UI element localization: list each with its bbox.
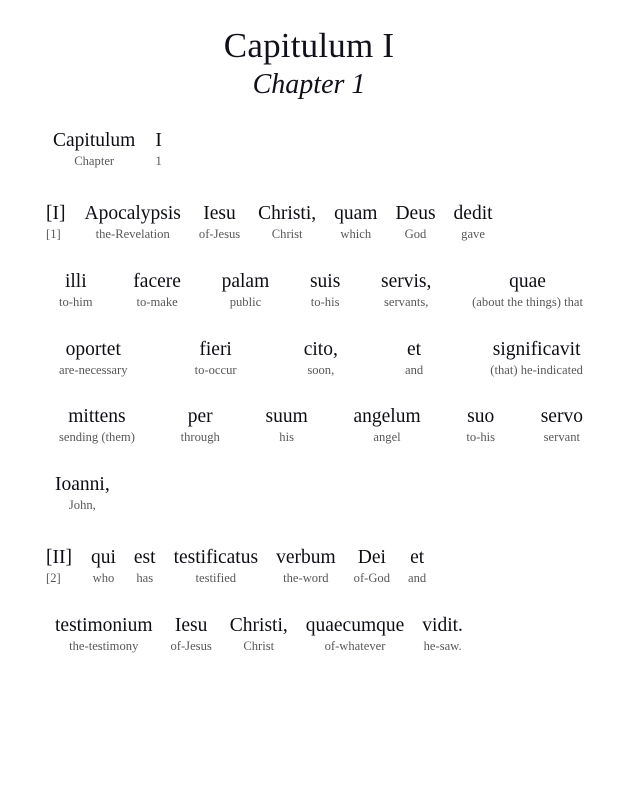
verse-marker (46, 203, 75, 243)
latin-word: Iesu (174, 614, 208, 636)
page-subtitle: Chapter 1 (252, 69, 366, 101)
english-gloss: his (279, 430, 294, 445)
word-pair (325, 203, 386, 243)
latin-word: facere (133, 270, 181, 292)
interlinear-line (46, 547, 596, 587)
interlinear-line (46, 271, 596, 311)
english-gloss: to-him (59, 294, 93, 309)
latin-word: significavit (492, 338, 581, 360)
english-gloss: God (404, 227, 427, 242)
english-gloss: soon, (307, 362, 335, 377)
english-gloss: (that) he-indicated (490, 362, 583, 377)
latin-word: suum (265, 406, 308, 428)
verse-marker (46, 547, 82, 587)
word-pair (481, 339, 592, 379)
english-gloss: of-Jesus (170, 638, 212, 653)
latin-word: Apocalypsis (84, 203, 181, 224)
latin-word: dedit (453, 203, 493, 224)
word-pair (295, 339, 347, 379)
word-pair (372, 271, 440, 311)
word-pair (386, 203, 444, 243)
word-pair (463, 271, 592, 311)
word-pair (46, 615, 162, 655)
verse-marker-roman: [I] (46, 203, 66, 224)
word-pair (125, 547, 165, 587)
english-gloss: 1 (155, 154, 162, 169)
latin-word: fieri (199, 338, 232, 360)
english-gloss: angel (373, 430, 401, 445)
latin-word: vidit. (422, 614, 463, 636)
interlinear-line (46, 615, 596, 655)
word-pair (345, 547, 399, 587)
english-gloss: to-his (466, 430, 496, 445)
latin-word: I (155, 130, 162, 152)
latin-word: et (410, 546, 425, 568)
interlinear-line (46, 406, 596, 446)
word-pair (221, 615, 297, 655)
latin-word: est (133, 546, 156, 568)
latin-word: quaecumque (305, 614, 405, 636)
latin-word: testificatus (173, 546, 259, 568)
word-pair (297, 615, 414, 655)
english-gloss: who (92, 570, 115, 585)
english-gloss: which (340, 227, 372, 242)
latin-word: Christi, (229, 614, 288, 636)
latin-word: mittens (68, 406, 126, 428)
latin-word: angelum (353, 406, 421, 428)
interlinear-line (46, 203, 596, 243)
english-gloss: and (408, 570, 427, 585)
latin-word: quam (334, 203, 378, 224)
english-gloss: through (180, 430, 220, 445)
english-gloss: servant (543, 430, 581, 445)
word-pair (399, 547, 435, 587)
latin-word: cito, (303, 338, 338, 360)
interlinear-line (46, 474, 596, 514)
latin-word: Iesu (203, 203, 236, 224)
english-gloss: servants, (384, 294, 429, 309)
word-pair (445, 203, 502, 243)
word-pair (213, 271, 279, 311)
chapter-heading-line (46, 130, 596, 170)
english-gloss: to-occur (194, 362, 237, 377)
latin-word: suo (467, 406, 495, 428)
english-gloss: Christ (243, 638, 275, 653)
word-pair (148, 130, 169, 170)
latin-word: Ioanni, (55, 474, 110, 496)
word-pair (46, 474, 119, 514)
english-gloss: (about the things) that (472, 294, 583, 309)
word-pair (50, 406, 144, 446)
latin-word: oportet (65, 338, 121, 360)
latin-word: illi (64, 270, 87, 292)
word-pair (344, 406, 429, 446)
word-pair (46, 130, 142, 170)
word-pair (257, 406, 317, 446)
latin-word: Dei (357, 546, 386, 568)
verse-marker-roman: [II] (46, 546, 72, 568)
english-gloss: John, (68, 498, 96, 513)
latin-word: suis (309, 270, 341, 292)
page-title: Capitulum I (223, 26, 395, 65)
word-pair (186, 339, 246, 379)
word-pair (50, 339, 137, 379)
english-gloss: the-word (283, 570, 329, 585)
word-pair (172, 406, 229, 446)
english-gloss: to-make (136, 294, 178, 309)
word-pair (532, 406, 592, 446)
english-gloss: to-his (310, 294, 340, 309)
word-pair (82, 547, 125, 587)
english-gloss: public (229, 294, 262, 309)
latin-word: per (187, 406, 213, 428)
word-pair (190, 203, 249, 243)
latin-word: Deus (395, 203, 436, 224)
latin-word: palam (221, 270, 270, 292)
latin-word: verbum (276, 546, 336, 568)
english-gloss: sending (them) (59, 430, 135, 445)
interlinear-line (46, 339, 596, 379)
english-gloss: of-God (353, 570, 391, 585)
latin-word: Capitulum (53, 130, 136, 152)
latin-word: quae (509, 270, 546, 292)
word-pair (457, 406, 504, 446)
word-pair (75, 203, 189, 243)
english-gloss: and (404, 362, 424, 377)
latin-word: testimonium (55, 614, 153, 636)
english-gloss: of-whatever (324, 638, 386, 653)
word-pair (396, 339, 432, 379)
verse-marker-arabic: [1] (46, 227, 61, 242)
word-pair (267, 547, 345, 587)
english-gloss: are-necessary (59, 362, 128, 377)
english-gloss: the-testimony (69, 638, 139, 653)
word-pair (249, 203, 325, 243)
english-gloss: he-saw. (423, 638, 462, 653)
word-pair (413, 615, 472, 655)
english-gloss: testified (195, 570, 237, 585)
latin-word: et (407, 338, 422, 360)
word-pair (50, 271, 102, 311)
verse-marker-arabic: [2] (46, 570, 61, 585)
latin-word: Christi, (258, 203, 317, 224)
english-gloss: Chapter (74, 154, 115, 169)
word-pair (162, 615, 221, 655)
interlinear-body (0, 101, 618, 654)
latin-word: qui (90, 546, 116, 568)
word-pair (165, 547, 267, 587)
document-title-block (0, 0, 618, 101)
english-gloss: has (136, 570, 154, 585)
latin-word: servo (540, 406, 583, 428)
english-gloss: Christ (271, 227, 303, 242)
english-gloss: the-Revelation (95, 227, 170, 242)
latin-word: servis, (381, 270, 432, 292)
english-gloss: gave (461, 227, 485, 242)
word-pair (124, 271, 190, 311)
english-gloss: of-Jesus (198, 227, 241, 242)
word-pair (301, 271, 349, 311)
